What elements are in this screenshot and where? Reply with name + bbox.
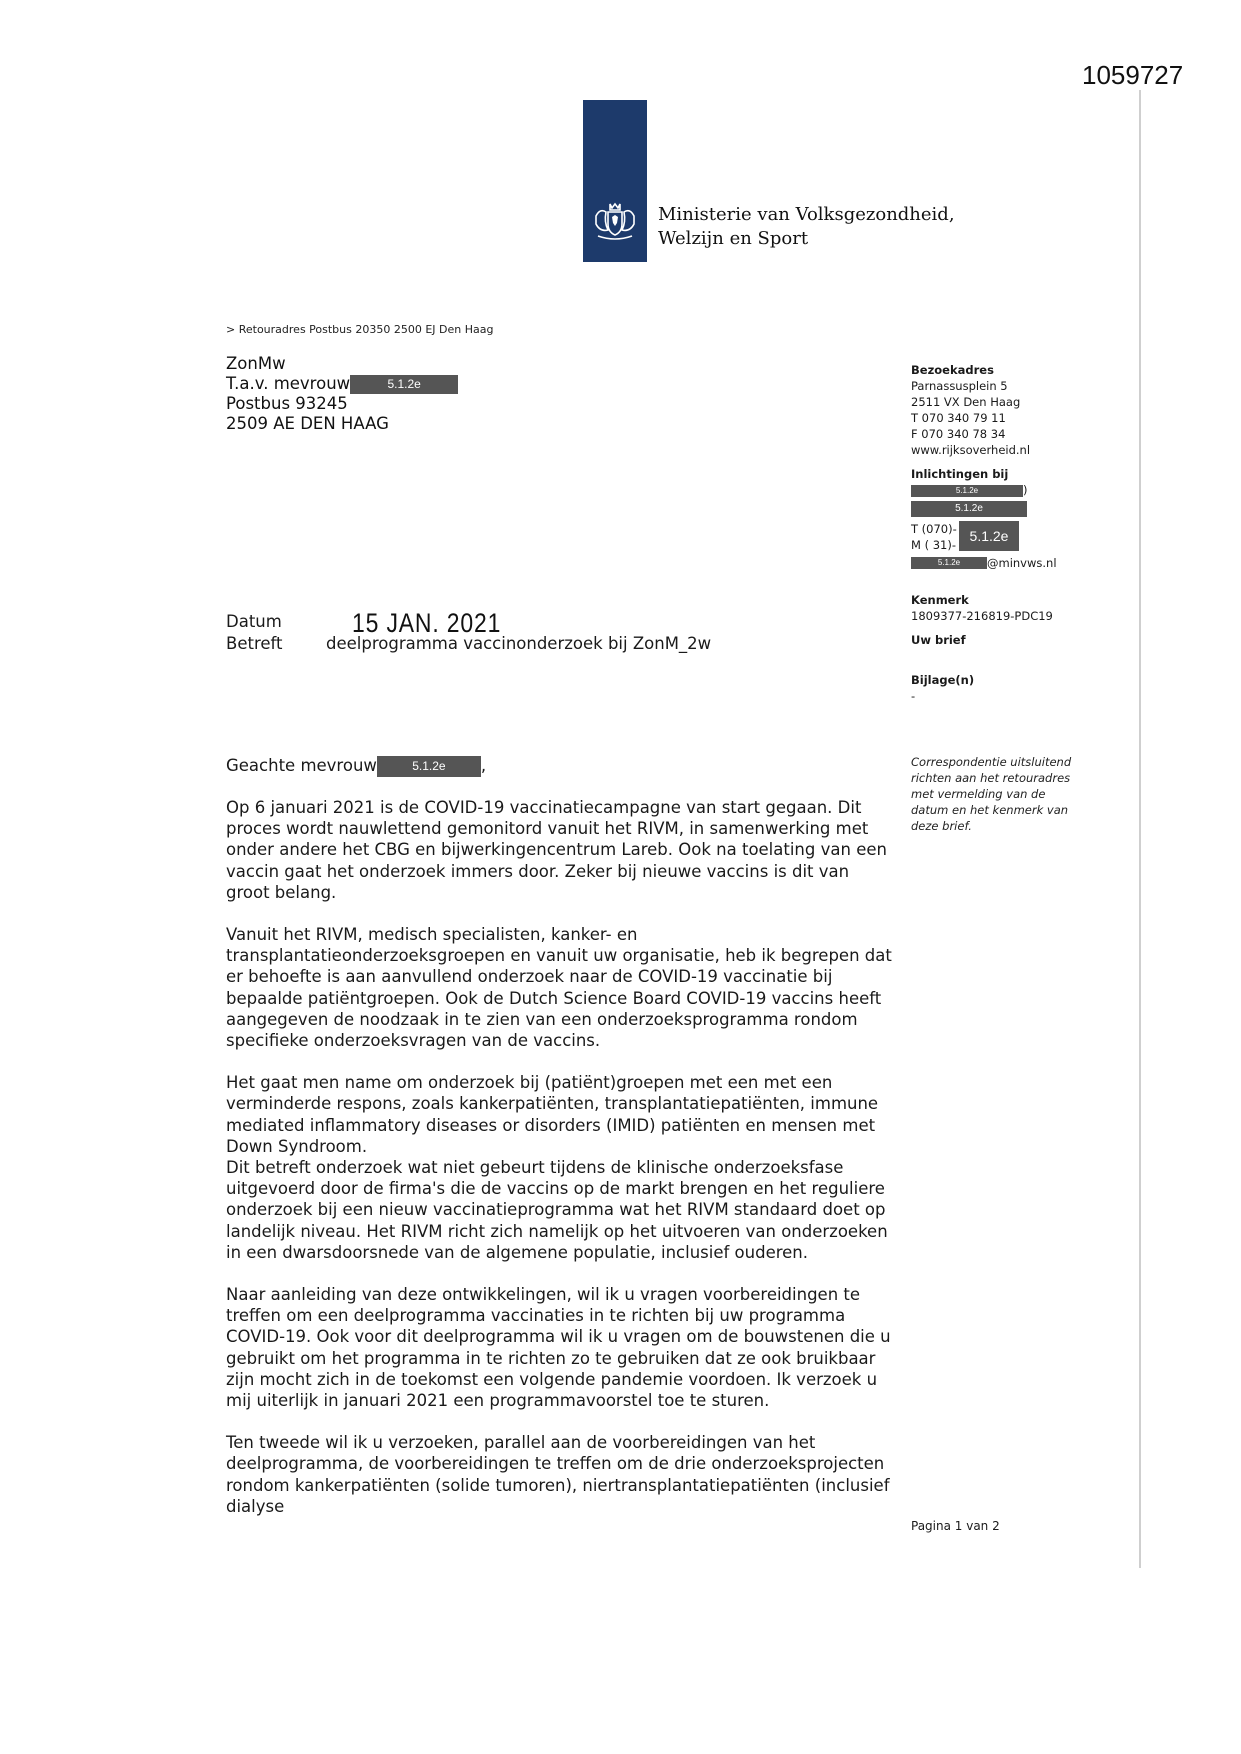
- info-mobile: M ( 31)-: [911, 537, 956, 552]
- reference-value: 1809377-216819-PDC19: [911, 609, 1053, 623]
- attachments-block: [911, 672, 974, 704]
- paragraph: Op 6 januari 2021 is de COVID-19 vaccinatiecampagne van start gegaan. Dit proces wordt nauwlettend gemonitord vanuit het RIVM, in samenwerking met onder andere het CBG en bijwerkingencentrum Lareb. Ook na toelating van een vaccin gaat het onderzoek immers door. Zeker bij nieuwe vaccins is dit van groot belang.: [226, 798, 887, 902]
- info-phones: [911, 521, 1057, 553]
- info-tel: T (070)-: [911, 521, 957, 536]
- redaction-block: 5.1.2e: [377, 756, 481, 777]
- recipient-org: ZonMw: [226, 354, 286, 373]
- attachments-heading: Bijlage(n): [911, 673, 975, 687]
- visit-address: [911, 362, 1030, 458]
- page-footer: Pagina 1 van 2: [911, 1519, 1000, 1533]
- visit-address-heading: Bezoekadres: [911, 363, 994, 377]
- ministry-name: [658, 203, 955, 251]
- info-paren: ): [1023, 483, 1028, 497]
- paragraph: Ten tweede wil ik u verzoeken, parallel aan de voorbereidingen van het deelprogramma, de voorbereidingen te treffen om de drie onderzoeksprojecten rondom kankerpatiënten (solide tumoren), niertransplantatiepatiënten (inclusief dialyse: [226, 1433, 890, 1516]
- visit-address-fax: F 070 340 78 34: [911, 427, 1006, 441]
- redaction-block: 5.1.2e: [911, 485, 1023, 497]
- info-email-row: [911, 555, 1057, 571]
- your-letter-block: [911, 632, 966, 648]
- redaction-block: 5.1.2e: [959, 521, 1019, 551]
- attachments-value: -: [911, 689, 916, 703]
- document-number: 1059727: [1082, 60, 1184, 90]
- paragraph: Vanuit het RIVM, medisch specialisten, kanker- en transplantatieonderzoeksgroepen en vanuit uw organisatie, heb ik begrepen dat er behoefte is aan aanvullend onderzoek naar de COVID-19 vaccinatie bij bepaalde patiëntgroepen. Ook de Dutch Science Board COVID-19 vaccins heeft aangegeven de noodzaak in te zien van een onderzoeksprogramma rondom specifieke onderzoeksvragen van de vaccins.: [226, 925, 892, 1051]
- reference-heading: Kenmerk: [911, 593, 969, 607]
- paragraph: Het gaat men name om onderzoek bij (patiënt)groepen met een met een verminderde respons, zoals kankerpatiënten, transplantatiepatiënten, immune mediated inflammatory diseases or disorders (IMID) patiënten en mensen met Down Syndroom.: [226, 1073, 879, 1156]
- date-stamp: 15 JAN. 2021: [352, 608, 502, 638]
- info-name-row: [911, 482, 1057, 498]
- redaction-block: 5.1.2e: [911, 501, 1027, 517]
- greeting-prefix: Geachte mevrouw: [226, 756, 377, 775]
- recipient-attn: [226, 374, 458, 394]
- coat-of-arms-icon: [588, 190, 642, 244]
- letter-body: [226, 755, 896, 1538]
- recipient-po-box: Postbus 93245: [226, 394, 348, 413]
- info-email-suffix: @minvws.nl: [987, 555, 1057, 570]
- reference-block: [911, 592, 1053, 624]
- ministry-name-line1: Ministerie van Volksgezondheid,: [658, 204, 955, 225]
- your-letter-heading: Uw brief: [911, 633, 966, 647]
- date-label: Datum: [226, 612, 282, 631]
- subject-label: Betreft: [226, 634, 283, 653]
- paragraph: Naar aanleiding van deze ontwikkelingen, wil ik u vragen voorbereidingen te treffen om een deelprogramma vaccinaties in te richten bij uw programma COVID-19. Ook voor dit deelprogramma wil ik u vragen om de bouwstenen die u gebruikt om het programma in te richten zo te gebruiken dat ze ook bruikbaar zijn mocht zich in de toekomst een volgende pandemie voordoen. Ik verzoek u mij uiterlijk in januari 2021 een programmavoorstel toe te sturen.: [226, 1285, 891, 1411]
- visit-address-city: 2511 VX Den Haag: [911, 395, 1021, 409]
- scan-edge: [1139, 90, 1141, 1568]
- redaction-block: 5.1.2e: [911, 557, 987, 569]
- ministry-name-line2: Welzijn en Sport: [658, 228, 809, 249]
- redaction-block: 5.1.2e: [350, 375, 458, 394]
- greeting: [226, 755, 896, 777]
- info-heading: Inlichtingen bij: [911, 467, 1009, 481]
- subject-value: deelprogramma vaccinonderzoek bij ZonM_2w: [326, 634, 712, 653]
- correspondence-note: Correspondentie uitsluitend richten aan het retouradres met vermelding van de datum en het kenmerk van deze brief.: [911, 755, 1072, 833]
- greeting-suffix: ,: [480, 756, 487, 775]
- visit-address-street: Parnassusplein 5: [911, 379, 1008, 393]
- recipient-address: [226, 354, 458, 434]
- recipient-city: 2509 AE DEN HAAG: [226, 414, 389, 433]
- visit-address-web: www.rijksoverheid.nl: [911, 443, 1031, 457]
- recipient-attn-label: T.a.v. mevrouw: [226, 374, 351, 393]
- return-address: > Retouradres Postbus 20350 2500 EJ Den Haag: [226, 323, 494, 336]
- info-contact: [911, 466, 1057, 571]
- paragraph: Dit betreft onderzoek wat niet gebeurt tijdens de klinische onderzoeksfase uitgevoerd door de firma's die de vaccins op de markt brengen en het reguliere onderzoek bij een nieuw vaccinatieprogramma wat het RIVM standaard doet op landelijk niveau. Het RIVM richt zich namelijk op het uitvoeren van onderzoeken in een dwarsdoorsnede van de algemene populatie, inclusief ouderen.: [226, 1158, 888, 1262]
- info-role-row: [911, 500, 1057, 517]
- visit-address-phone: T 070 340 79 11: [911, 411, 1006, 425]
